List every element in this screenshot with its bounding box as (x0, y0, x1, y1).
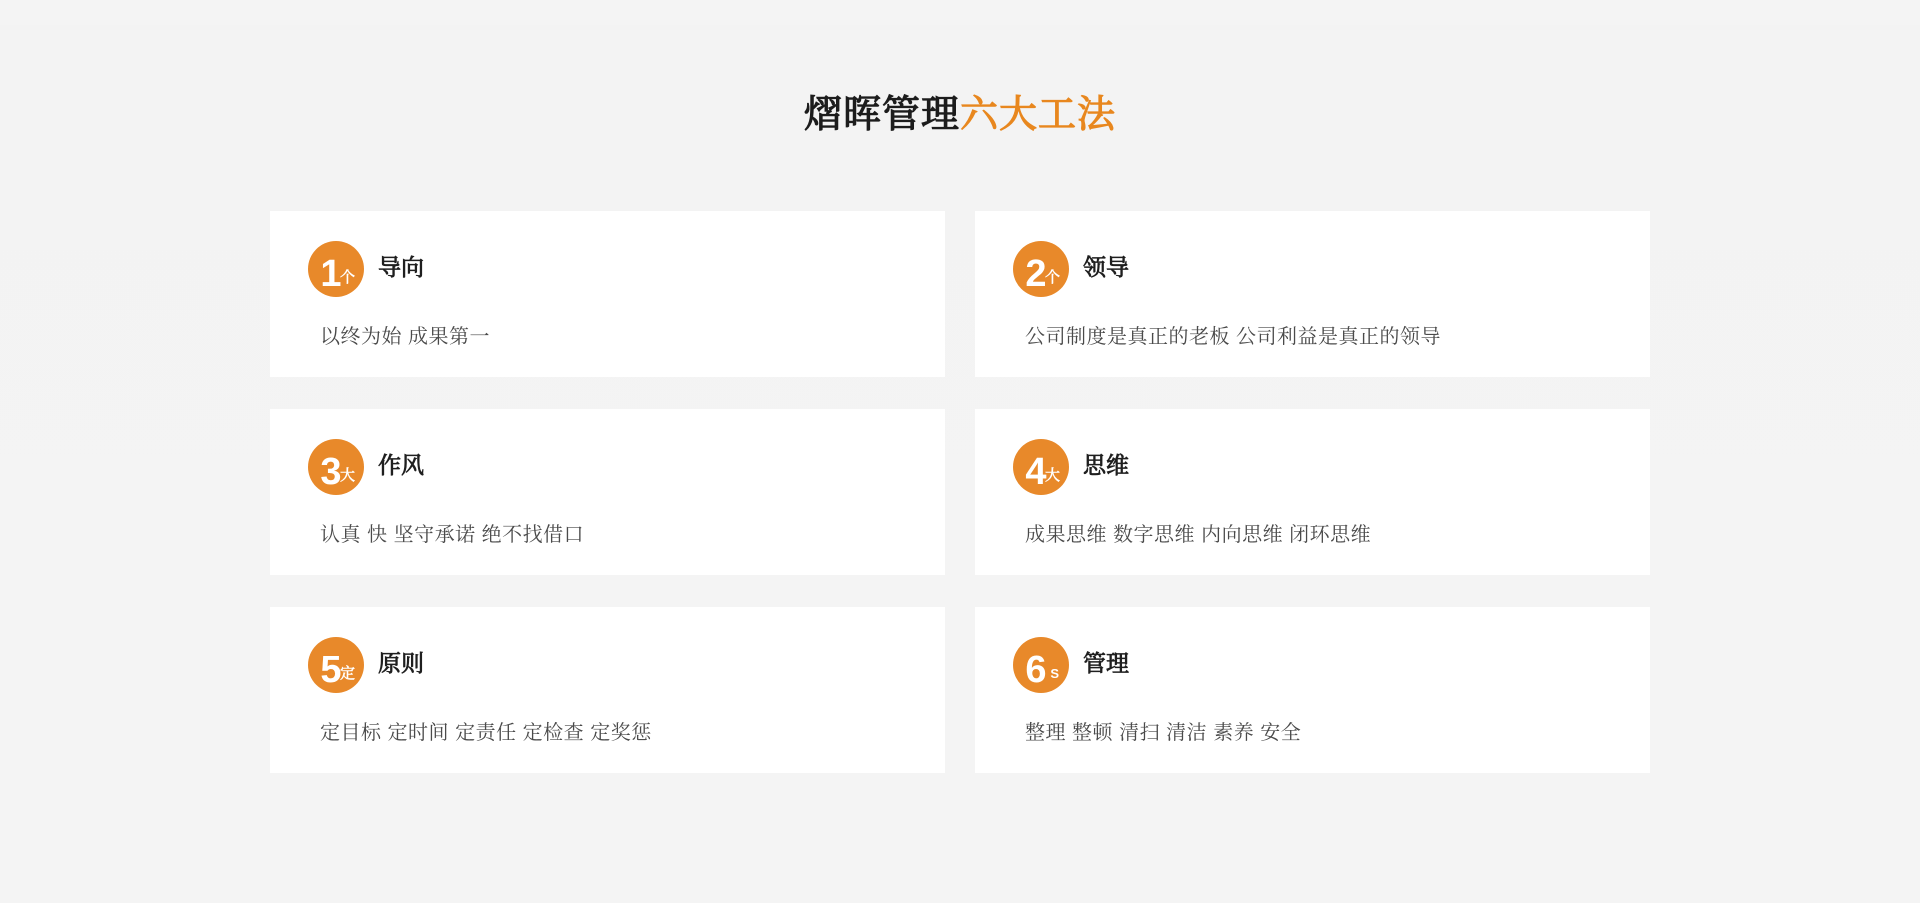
card-header (975, 239, 1650, 299)
badge-unit: 大 (339, 466, 355, 484)
method-card-4 (975, 409, 1650, 575)
badge-number: 3 (320, 450, 342, 493)
badge-unit: 个 (1044, 268, 1060, 286)
number-badge-icon (1013, 439, 1069, 495)
badge-unit: 个 (339, 268, 355, 286)
page-title (0, 25, 1920, 139)
number-badge-icon (308, 637, 364, 693)
badge-unit: 定 (339, 664, 355, 682)
card-body-text: 以终为始 成果第一 (320, 325, 491, 348)
method-card-5 (270, 607, 945, 773)
badge-unit: S (1050, 665, 1059, 681)
method-card-3 (270, 409, 945, 575)
card-header (975, 635, 1650, 695)
number-badge-icon (1013, 637, 1069, 693)
number-badge-icon (308, 439, 364, 495)
card-title: 管理 (1083, 650, 1129, 676)
card-header (975, 437, 1650, 497)
card-body-text: 成果思维 数字思维 内向思维 闭环思维 (1025, 523, 1372, 546)
method-card-2 (975, 211, 1650, 377)
card-body-text: 定目标 定时间 定责任 定检查 定奖惩 (320, 721, 652, 744)
card-body-text: 认真 快 坚守承诺 绝不找借口 (320, 523, 585, 546)
card-title: 原则 (378, 650, 424, 676)
card-header (270, 239, 945, 299)
number-badge-icon (308, 241, 364, 297)
method-card-1 (270, 211, 945, 377)
method-card-6 (975, 607, 1650, 773)
badge-number: 5 (320, 648, 342, 691)
badge-number: 6 (1025, 648, 1047, 691)
card-header (270, 635, 945, 695)
card-body-text: 整理 整顿 清扫 清洁 素养 安全 (1025, 721, 1302, 744)
badge-number: 4 (1025, 450, 1047, 493)
card-header (270, 437, 945, 497)
page-title-accent: 六大工法 (960, 94, 1117, 137)
card-title: 领导 (1083, 254, 1129, 280)
badge-number: 1 (320, 252, 342, 295)
card-title: 思维 (1083, 452, 1129, 478)
number-badge-icon (1013, 241, 1069, 297)
card-body-text: 公司制度是真正的老板 公司利益是真正的领导 (1025, 325, 1442, 348)
card-title: 导向 (378, 254, 424, 280)
card-title: 作风 (378, 452, 424, 478)
badge-unit: 大 (1044, 466, 1060, 484)
page-title-main: 熠晖管理 (803, 94, 960, 137)
badge-number: 2 (1025, 252, 1047, 295)
page-root (0, 25, 1920, 903)
methods-grid (270, 165, 1650, 773)
